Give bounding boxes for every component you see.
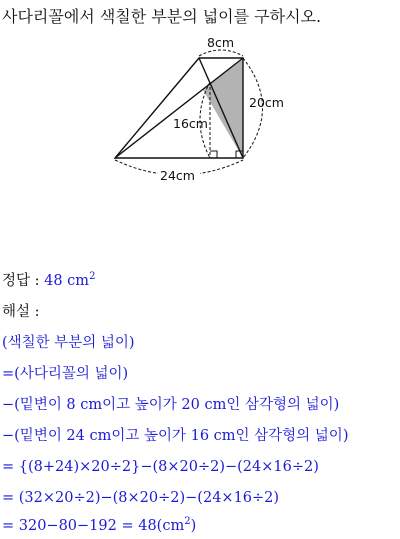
final-power: 2 <box>184 516 191 527</box>
explanation-line-4: −(밑변이 24 cm이고 높이가 16 cm인 삼각형의 넓이) <box>2 428 349 444</box>
explanation-line-1: (색칠한 부분의 넓이) <box>2 335 135 351</box>
bottom-label: 24cm <box>160 168 195 183</box>
explanation-line-6: = (32×20÷2)−(8×20÷2)−(24×16÷2) <box>2 490 280 506</box>
final-text: = 320−80−192 = 48(cm <box>2 518 185 534</box>
answer-value: 48 cm <box>44 273 90 289</box>
explanation-label: 해설 : <box>2 304 40 320</box>
top-label: 8cm <box>207 35 235 50</box>
trapezoid-figure <box>0 0 400 200</box>
final-close: ) <box>190 518 197 534</box>
explanation-final-line <box>2 517 196 537</box>
question-text: 사다리꼴에서 색칠한 부분의 넓이를 구하시오. <box>2 7 322 26</box>
explanation-line-5: = {(8+24)×20÷2}−(8×20÷2)−(24×16÷2) <box>2 459 319 475</box>
answer-unit-power: 2 <box>89 271 96 282</box>
answer-line <box>2 272 95 292</box>
top-dimension-arc <box>199 50 243 56</box>
explanation-line-3: −(밑변이 8 cm이고 높이가 20 cm인 삼각형의 넓이) <box>2 397 340 413</box>
height-label: 16cm <box>173 116 208 131</box>
answer-label: 정답 : <box>2 273 45 289</box>
right-label: 20cm <box>249 95 284 110</box>
right-angle-mark-height <box>210 151 217 158</box>
explanation-line-2: =(사다리꼴의 넓이) <box>2 366 129 382</box>
